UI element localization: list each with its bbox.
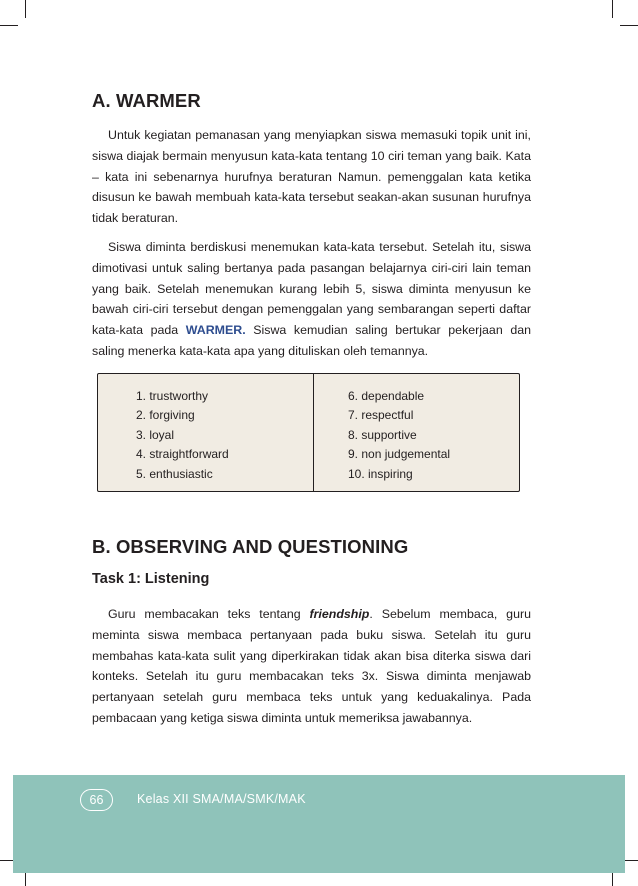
crop-mark: [620, 25, 638, 26]
warmer-paragraph-2: [92, 237, 531, 362]
crop-mark: [612, 0, 613, 18]
word-list-item: 5. enthusiastic: [136, 466, 213, 481]
word-list-item: 1. trustworthy: [136, 389, 209, 403]
page-number-badge: 66: [80, 789, 113, 811]
word-list-right-column: [348, 387, 450, 484]
task-title: Task 1: Listening: [92, 571, 210, 587]
word-list-item: 6. dependable: [348, 389, 425, 403]
word-list-item: 4. straightforward: [136, 447, 229, 462]
word-list-item: 10. inspiring: [348, 466, 413, 481]
section-b-heading: B. OBSERVING AND QUESTIONING: [92, 536, 409, 557]
crop-mark: [25, 0, 26, 18]
warmer-paragraph-1: Untuk kegiatan pemanasan yang menyiapkan siswa memasuki topik unit ini, siswa diajak bermain menyusun kata-kata tentang 10 ciri teman yang baik. Kata – kata ini sebenarnya hurufnya beraturan Namun. pemenggalan kata ketika disusun ke bawah membuah kata-kata tersebut seakan-akan susunan hurufnya tidak beraturan.: [92, 128, 531, 226]
warmer-paragraph-2-text: Siswa diminta berdiskusi menemukan kata-kata tersebut. Setelah itu, siswa dimotivasi untuk saling bertanya pada pasangan belajarnya ciri-ciri lain teman yang baik. Setelah menemukan kurang lebih 5, siswa diminta menyusun ke bawah ciri-ciri tersebut dengan pemenggalan yang sembarangan seperti daftar kata-kata pada: [92, 240, 531, 338]
listening-paragraph-text: Guru membacakan teks tentang: [108, 607, 310, 621]
word-list-item: 8. supportive: [348, 427, 417, 442]
book-title: Kelas XII SMA/MA/SMK/MAK: [137, 792, 306, 806]
word-list-left-column: [136, 387, 229, 484]
section-a-heading: A. WARMER: [92, 90, 201, 111]
column-divider: [313, 374, 314, 491]
listening-paragraph-text-end: . Sebelum membaca, guru meminta siswa membaca pertanyaan pada buku siswa. Setelah itu guru membahas kata-kata sulit yang diperkirakan tidak akan bisa diterka siswa dari konteks. Setelah itu guru membacakan teks 3x. Siswa diminta menjawab pertanyaan setelah guru membaca teks untuk yang keduakalinya. Pada pembacaan yang ketiga siswa diminta untuk memeriksa jawabannya.: [92, 607, 531, 725]
word-list-item: 2. forgiving: [136, 408, 195, 423]
listening-paragraph: [92, 604, 531, 729]
warmer-keyword: WARMER.: [185, 323, 246, 338]
friendship-keyword: friendship: [309, 607, 370, 621]
word-list-item: 3. loyal: [136, 427, 175, 442]
word-list-box: [97, 373, 520, 492]
warmer-paragraph-2-text-end: Siswa kemudian saling bertukar pekerjaan dan saling menerka kata-kata apa yang dituliskan oleh temannya.: [92, 323, 531, 358]
word-list-item: 9. non judgemental: [348, 447, 451, 462]
crop-mark: [0, 25, 18, 26]
word-list-item: 7. respectful: [348, 408, 414, 423]
